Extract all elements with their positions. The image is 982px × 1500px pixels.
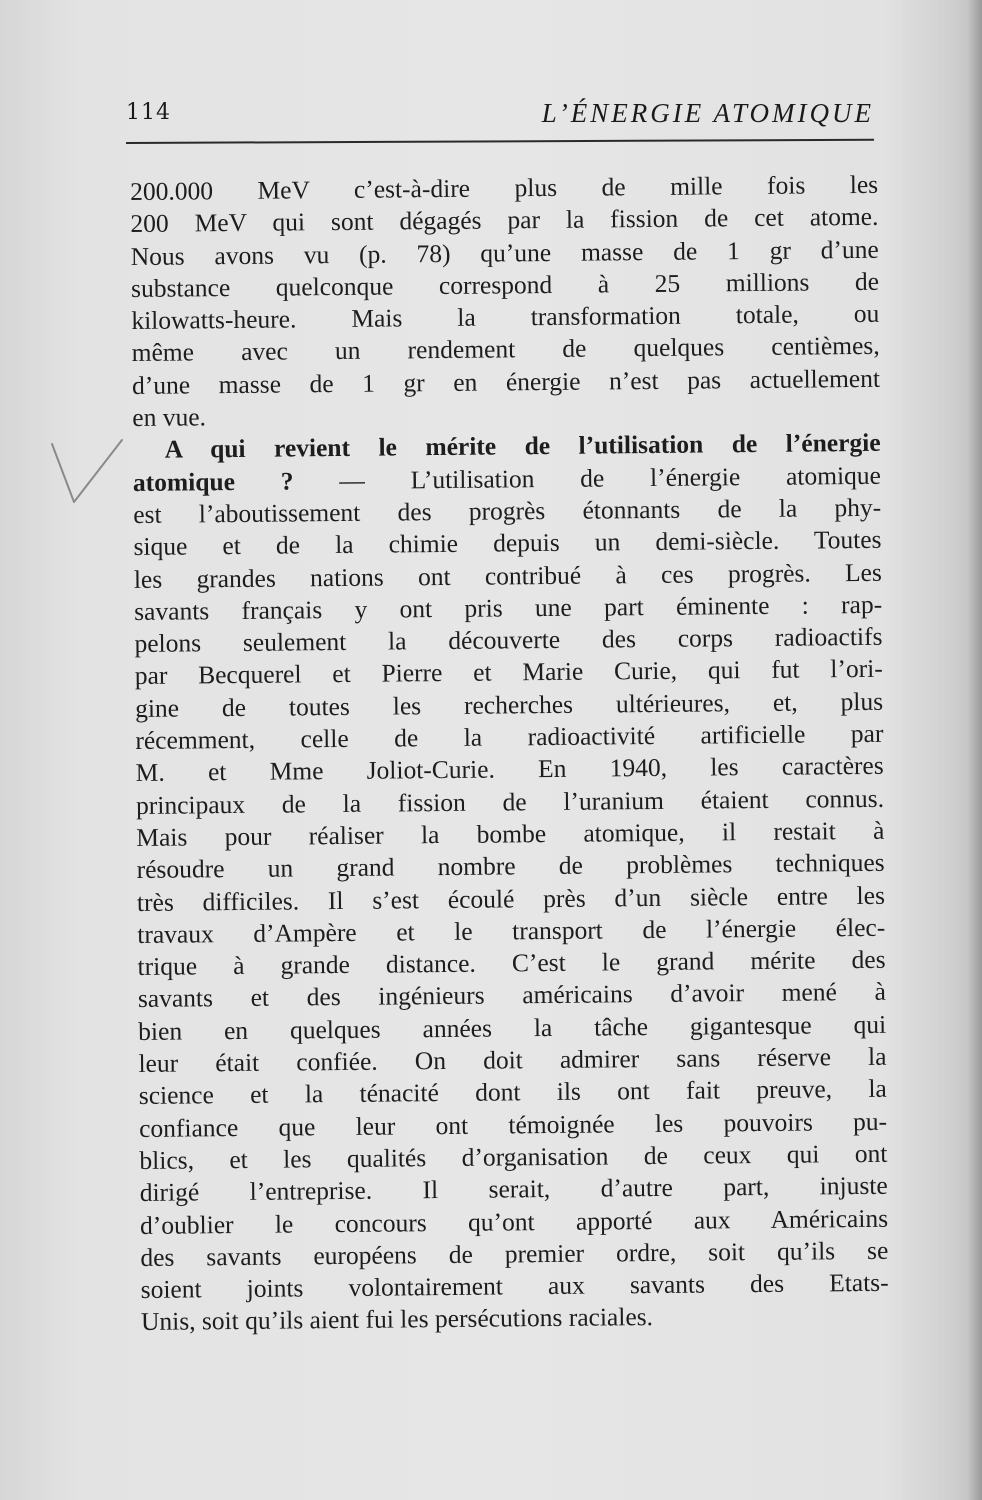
text-line: science et la ténacité dont ils ont fait preuve, la <box>138 1074 887 1111</box>
running-title: L’ÉNERGIE ATOMIQUE <box>541 98 874 128</box>
text-line: même avec un rendement de quelques centièmes, <box>131 331 880 368</box>
text-line: 200.000 MeV c’est-à-dire plus de mille fois les <box>130 169 879 206</box>
text-line: d’une masse de 1 gr en énergie n’est pas actuellement <box>131 363 881 400</box>
page-number: 114 <box>126 100 171 125</box>
paragraph-start: — L’utilisation de l’énergie atomique <box>293 460 882 496</box>
section-heading-line: A qui revient le mérite de l’utilisation de l’énergie <box>164 428 881 465</box>
page-header <box>126 96 874 136</box>
text-line: savants français y ont pris une part éminente : rap- <box>134 589 883 626</box>
header-rule <box>126 139 874 144</box>
text-line: très difficiles. Il s’est écoulé près d’un siècle entre les <box>136 880 886 917</box>
text-line: Unis, soit qu’ils aient fui les persécutions raciales. <box>140 1302 654 1337</box>
text-line: M. et Mme Joliot-Curie. En 1940, les caractères <box>135 751 884 788</box>
section-heading-end: atomique ? <box>132 466 294 497</box>
body-text <box>130 169 889 1339</box>
text-line: principaux de la fission de l’uranium étaient connus. <box>135 783 885 820</box>
text-line: soient joints volontairement aux savants des Etats- <box>140 1267 889 1305</box>
text-line: dirigé l’entreprise. Il serait, d’autre part, injuste <box>139 1170 888 1208</box>
text-line: trique à grande distance. C’est le grand mérite des <box>137 944 886 982</box>
text-line: leur était confiée. On doit admirer sans réserve la <box>138 1041 887 1078</box>
text-line: sique et de la chimie depuis un demi-siècle. Toutes <box>133 525 882 562</box>
text-line: d’oublier le concours qu’ont apporté aux Américains <box>139 1203 889 1240</box>
text-line: Mais pour réaliser la bombe atomique, il restait à <box>136 815 885 852</box>
text-line: kilowatts-heure. Mais la transformation totale, ou <box>131 299 880 336</box>
text-line: travaux d’Ampère et le transport de l’énergie élec- <box>137 912 886 949</box>
text-line: les grandes nations ont contribué à ces progrès. Les <box>133 557 882 594</box>
text-line: substance quelconque correspond à 25 millions de <box>130 266 880 303</box>
text-line: blics, et les qualités d’organisation de ceux qui ont <box>139 1138 888 1175</box>
text-line: récemment, celle de la radioactivité artificielle par <box>135 718 884 756</box>
pencil-check-mark-icon <box>44 432 134 522</box>
text-line: pelons seulement la découverte des corps radioactifs <box>134 621 883 659</box>
text-line: est l’aboutissement des progrès étonnants de la phy- <box>133 492 882 529</box>
text-line: par Becquerel et Pierre et Marie Curie, qui fut l’ori- <box>134 654 883 691</box>
text-line: bien en quelques années la tâche gigantesque qui <box>138 1009 887 1046</box>
text-line: en vue. <box>132 402 207 433</box>
text-line: savants et des ingénieurs américains d’avoir mené à <box>137 977 887 1014</box>
text-line: 200 MeV qui sont dégagés par la fission de cet atome. <box>130 202 879 239</box>
text-line: confiance que leur ont témoignée les pouvoirs pu- <box>139 1106 888 1143</box>
text-line: des savants européens de premier ordre, soit qu’ils se <box>140 1235 889 1272</box>
text-line: gine de toutes les recherches ultérieures, et, plus <box>134 686 884 723</box>
book-binding-edge <box>968 0 982 1500</box>
text-line: Nous avons vu (p. 78) qu’une masse de 1 gr d’une <box>130 234 879 271</box>
text-line: résoudre un grand nombre de problèmes techniques <box>136 848 885 885</box>
